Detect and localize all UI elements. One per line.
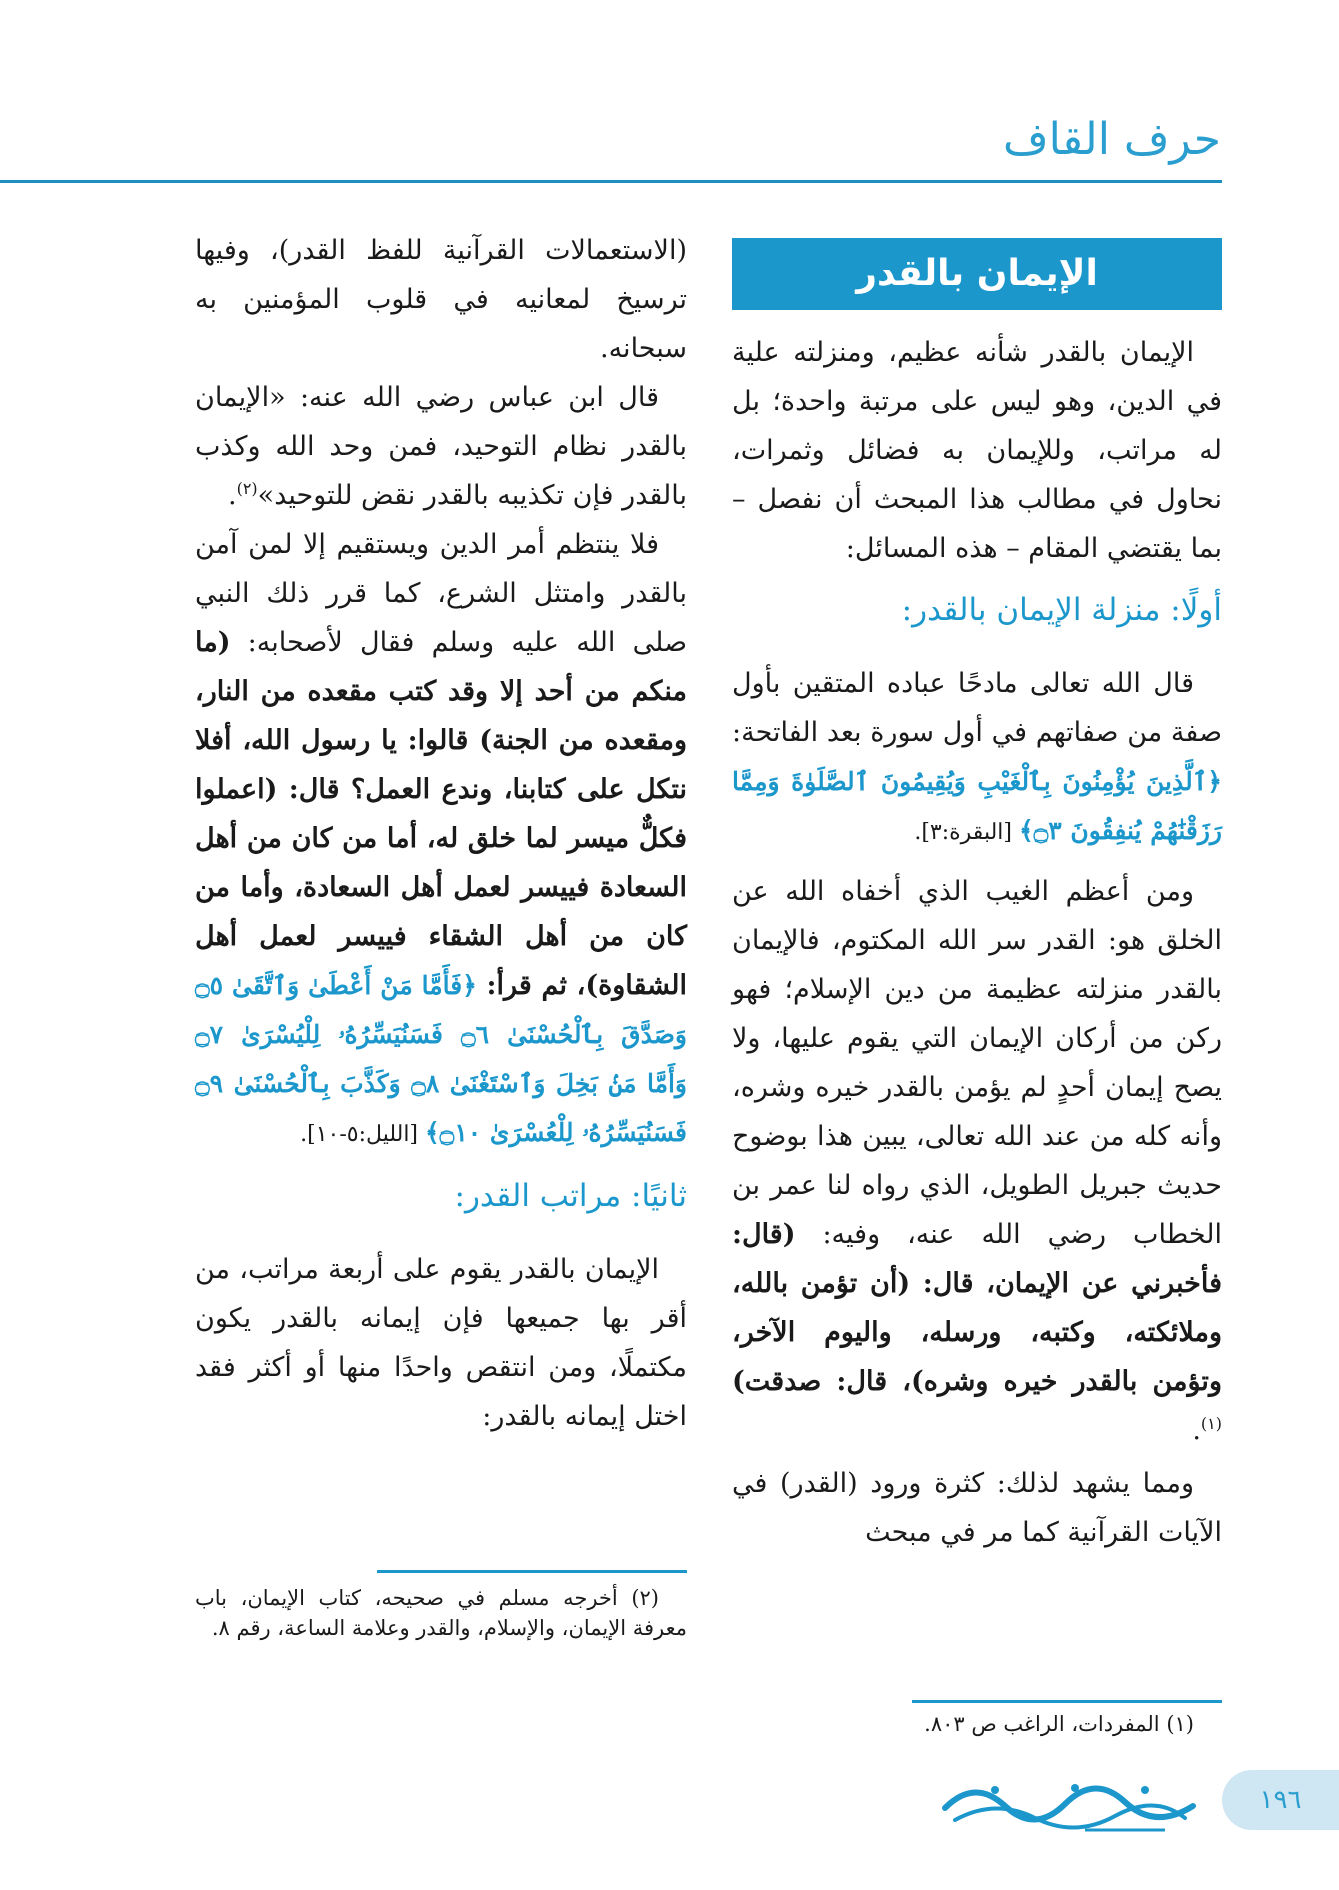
left-column	[195, 226, 687, 1441]
subheading-2: ثانيًا: مراتب القدر:	[454, 1178, 687, 1214]
subheading-1: أولًا: منزلة الإيمان بالقدر:	[901, 592, 1222, 628]
intro-paragraph: الإيمان بالقدر شأنه عظيم، ومنزلته علية في الدين، وهو ليس على مرتبة واحدة؛ بل له مراتب، وللإيمان به فضائل وثمرات، نحاول في مطالب هذا المبحث أن نفصل – بما يقتضي المقام – هذه المسائل:	[732, 337, 1222, 564]
paragraph-hadith-jibril	[732, 867, 1222, 1455]
chapter-title: حرف القاف	[1003, 114, 1221, 165]
paragraph-text: قال الله تعالى مادحًا عباده المتقين بأول صفة من صفاتهم في أول سورة بعد الفاتحة:	[732, 668, 1222, 748]
paragraph-ranks: الإيمان بالقدر يقوم على أربعة مراتب، من أقر بها جميعها فإن إيمانه بالقدر يكون مكتملًا، ومن انتقص واحدًا منها أو أكثر فقد اختل إيمانه بالقدر:	[195, 1254, 687, 1432]
page-number-badge: ١٩٦	[1222, 1770, 1339, 1830]
paragraph-text: ومن أعظم الغيب الذي أخفاه الله عن الخلق هو: القدر سر الله المكتوم، فالإيمان بالقدر منزلته عظيمة من دين الإسلام؛ فهو ركن من أركان الإيمان التي يقوم عليها، ولا يصح إيمان أحدٍ لم يؤمن بالقدر خيره وشره، وأنه كله من عند الله تعالى، يبين هذا بوضوح حديث جبريل الطويل، الذي رواه لنا عمر بن الخطاب رضي الله عنه، وفيه:	[732, 876, 1222, 1250]
left-footnotes	[195, 1570, 687, 1643]
paragraph-end: .	[1192, 1415, 1201, 1446]
encyclopedia-logo	[935, 1768, 1203, 1840]
footnote-rule	[377, 1570, 687, 1573]
footnote-rule	[912, 1700, 1222, 1703]
right-footnotes	[732, 1700, 1222, 1739]
paragraph-text: فلا ينتظم أمر الدين ويستقيم إلا لمن آمن بالقدر وامتثل الشرع، كما قرر ذلك النبي صلى الله عليه وسلم فقال لأصحابه:	[195, 529, 687, 658]
paragraph-evidence: ومما يشهد لذلك: كثرة ورود (القدر) في الآيات القرآنية كما مر في مبحث	[732, 1468, 1222, 1548]
footnote-marker[interactable]: (١)	[1200, 1414, 1222, 1433]
footnote-2: (٢) أخرجه مسلم في صحيحه، كتاب الإيمان، باب معرفة الإيمان، والإسلام، والقدر وعلامة الساعة، رقم ٨.	[195, 1586, 687, 1640]
paragraph-text: قال ابن عباس رضي الله عنه: «الإيمان بالقدر نظام التوحيد، فمن وحد الله وكذب بالقدر فإن تكذيبه بالقدر نقض للتوحيد»	[195, 382, 687, 511]
paragraph-hadith-qadar	[195, 520, 687, 1159]
right-column	[732, 238, 1222, 1557]
hadith-text: (قال: فأخبرني عن الإيمان، قال: (أن تؤمن بالله، وملائكته، وكتبه، ورسله، واليوم الآخر، وتؤمن بالقدر خيره وشره)، قال: صدقت)	[732, 1219, 1222, 1397]
quran-verse: ﴿فَأَمَّا مَنْ أَعْطَىٰ وَٱتَّقَىٰ ۝٥ وَصَدَّقَ بِٱلْحُسْنَىٰ ۝٦ فَسَنُيَسِّرُهُۥ لِلْيُسْرَىٰ ۝٧ وَأَمَّا مَنۢ بَخِلَ وَٱسْتَغْنَىٰ ۝٨ وَكَذَّبَ بِٱلْحُسْنَىٰ ۝٩ فَسَنُيَسِّرُهُۥ لِلْعُسْرَىٰ ۝١٠﴾	[195, 971, 687, 1147]
header-rule	[0, 180, 1222, 183]
paragraph-continuation: (الاستعمالات القرآنية للفظ القدر)، وفيها ترسيخ لمعانيه في قلوب المؤمنين به سبحانه.	[195, 235, 687, 364]
paragraph-ibn-abbas	[195, 373, 687, 520]
verse-reference: [الليل:٥-١٠].	[300, 1122, 426, 1147]
footnote-marker[interactable]: (٢)	[236, 479, 258, 498]
hadith-text: (ما منكم من أحد إلا وقد كتب مقعده من النار، ومقعده من الجنة) قالوا: يا رسول الله، أفلا نتكل على كتابنا، وندع العمل؟ قال: (اعملوا فكلٌّ ميسر لما خلق له، أما من كان من أهل السعادة فييسر لعمل أهل السعادة، وأما من كان من أهل الشقاء فييسر لعمل أهل الشقاوة)، ثم قرأ:	[195, 627, 687, 1001]
paragraph-end: .	[227, 480, 237, 511]
quran-verse: ﴿ٱلَّذِينَ يُؤْمِنُونَ بِٱلْغَيْبِ وَيُقِيمُونَ ٱلصَّلَوٰةَ وَمِمَّا رَزَقْنَٰهُمْ يُنفِقُونَ ۝٣﴾	[732, 767, 1222, 845]
footnote-1: (١) المفردات، الراغب ص ٨٠٣.	[924, 1712, 1194, 1736]
paragraph-verse-baqara	[732, 659, 1222, 857]
section-title: الإيمان بالقدر	[732, 238, 1222, 310]
verse-reference: [البقرة:٣].	[914, 820, 1019, 845]
